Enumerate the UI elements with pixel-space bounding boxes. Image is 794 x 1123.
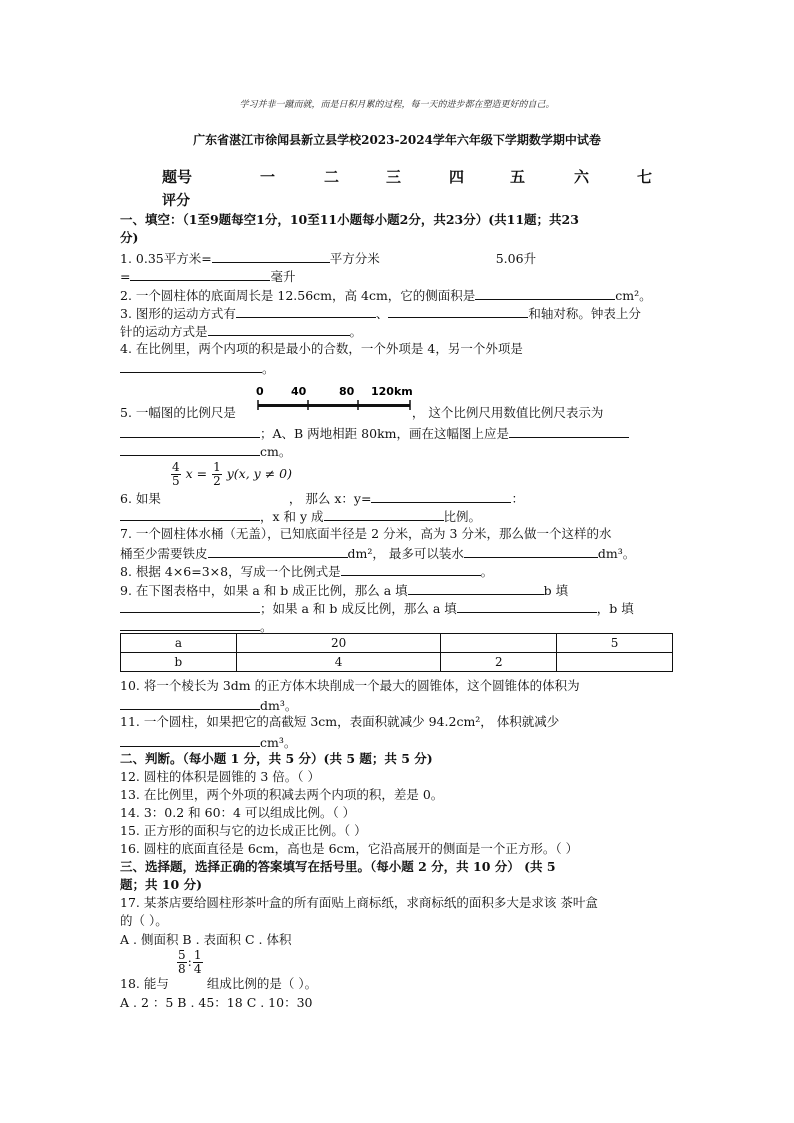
answer-blank[interactable] — [120, 358, 262, 373]
table-cell: 20 — [236, 634, 441, 653]
question-9-cont: ；如果 a 和 b 成反比例，那么 a 填 ，b 填 — [120, 598, 634, 618]
table-cell: b — [121, 653, 237, 672]
question-6-equation: $\frac{4}{5}$ x = $\frac{1}{2}$ y(x, y ≠ 0) — [172, 460, 292, 488]
question-3: 3. 图形的运动方式有 、 和轴对称。钟表上分 — [120, 303, 641, 323]
answer-blank[interactable] — [388, 303, 528, 318]
scale-label-80: 80 — [339, 385, 355, 398]
table-cell: 2 — [441, 653, 557, 672]
question-17-cont: 的（ ）。 — [120, 913, 168, 928]
answer-blank[interactable] — [208, 543, 348, 558]
ab-table — [120, 633, 673, 672]
answer-blank[interactable] — [208, 321, 350, 336]
answer-blank[interactable] — [341, 561, 481, 576]
answer-blank[interactable] — [120, 441, 260, 456]
score-col-1: 一 — [260, 168, 276, 186]
fraction-4-5: $\frac{4}{5}$ — [172, 460, 180, 488]
question-5: 5. 一幅图的比例尺是 ， 这个比例尺用数值比例尺表示为 — [120, 405, 604, 420]
table-cell: 4 — [236, 653, 441, 672]
score-label-number: 题号 — [162, 168, 193, 186]
table-cell: a — [121, 634, 237, 653]
question-4: 4. 在比例里，两个内项的积是最小的合数，一个外项是 4，另一个外项是 — [120, 341, 523, 356]
answer-blank[interactable] — [120, 695, 260, 710]
fraction-1-2: $\frac{1}{2}$ — [213, 460, 221, 488]
score-col-6: 六 — [574, 168, 590, 186]
question-5-cont2: cm。 — [120, 441, 291, 461]
section3-heading: 三、选择题，选择正确的答案填写在括号里。（每小题 2 分，共 10 分） (共 5 — [120, 859, 556, 874]
exam-title: 广东省湛江市徐闻县新立县学校2023-2024学年六年级下学期数学期中试卷 — [193, 133, 601, 147]
question-16: 16. 圆柱的底面直径是 6cm，高也是 6cm，它沿高展开的侧面是一个正方形。（ ） — [120, 841, 579, 856]
answer-blank[interactable] — [130, 266, 270, 281]
score-label-score: 评分 — [162, 193, 190, 209]
answer-blank[interactable] — [509, 423, 629, 438]
answer-blank[interactable] — [408, 580, 544, 595]
question-7: 7. 一个圆柱体水桶（无盖），已知底面半径是 2 分米，高为 3 分米，那么做一个这样的水 — [120, 526, 612, 541]
table-row — [121, 634, 673, 653]
answer-blank[interactable] — [120, 598, 260, 613]
motto: 学习并非一蹴而就，而是日积月累的过程，每一天的进步都在塑造更好的自己。 — [239, 100, 555, 110]
question-6-cont: ，x 和 y 成 比例。 — [120, 506, 481, 526]
table-cell[interactable] — [441, 634, 557, 653]
section3-heading-cont: 题；共 10 分) — [120, 877, 203, 892]
score-col-2: 二 — [324, 168, 340, 186]
table-cell: 5 — [557, 634, 673, 653]
question-18: 18. 能与 组成比例的是（ ）。 — [120, 976, 318, 991]
question-9-cont2: 。 — [120, 616, 273, 636]
score-col-7: 七 — [637, 168, 653, 186]
scale-label-40: 40 — [291, 385, 307, 398]
question-18-ratio: $\frac{5}{8}$ : $\frac{1}{4}$ — [178, 948, 202, 976]
score-col-3: 三 — [386, 168, 402, 186]
question-3-cont: 针的运动方式是 。 — [120, 321, 362, 341]
score-col-4: 四 — [449, 168, 465, 186]
question-18-options: A . 2 ：5 B . 45：18 C . 10：30 — [120, 995, 313, 1010]
question-11-cont: cm³。 — [120, 732, 296, 752]
answer-blank[interactable] — [371, 488, 511, 503]
answer-blank[interactable] — [120, 506, 260, 521]
answer-blank[interactable] — [120, 423, 260, 438]
answer-blank[interactable] — [464, 543, 598, 558]
question-15: 15. 正方形的面积与它的边长成正比例。（ ） — [120, 823, 367, 838]
fraction-1-4: $\frac{1}{4}$ — [193, 948, 202, 976]
question-2: 2. 一个圆柱体的底面周长是 12.56cm，高 4cm，它的侧面积是 cm²。 — [120, 285, 652, 305]
answer-blank[interactable] — [212, 248, 330, 263]
question-17: 17. 某茶店要给圆柱形茶叶盒的所有面贴上商标纸，求商标纸的面积多大是求该 茶叶盒 — [120, 895, 598, 910]
scale-label-120km: 120km — [371, 385, 413, 398]
answer-blank[interactable] — [120, 732, 260, 747]
score-col-5: 五 — [510, 168, 526, 186]
question-10: 10. 将一个棱长为 3dm 的正方体木块削成一个最大的圆锥体，这个圆锥体的体积为 — [120, 678, 580, 693]
question-12: 12. 圆柱的体积是圆锥的 3 倍。（ ） — [120, 769, 320, 784]
table-cell[interactable] — [557, 653, 673, 672]
question-11: 11. 一个圆柱，如果把它的高截短 3cm，表面积就减少 94.2cm²， 体积就减少 — [120, 714, 560, 729]
question-14: 14. 3：0.2 和 60：4 可以组成比例。（ ） — [120, 805, 356, 820]
question-8: 8. 根据 4×6=3×8，写成一个比例式是 。 — [120, 561, 493, 581]
question-1: 1. 0.35平方米= 平方分米 5.06升 — [120, 248, 536, 268]
score-table-header — [162, 166, 682, 188]
section2-heading: 二、判断。（每小题 1 分，共 5 分）(共 5 题；共 5 分) — [120, 751, 433, 766]
question-1-cont: = 毫升 — [120, 266, 296, 286]
answer-blank[interactable] — [120, 616, 260, 631]
answer-blank[interactable] — [324, 506, 444, 521]
fraction-5-8: $\frac{5}{8}$ — [178, 948, 186, 976]
section1-heading-cont: 分) — [120, 230, 139, 245]
scale-label-0: 0 — [256, 385, 264, 398]
question-17-options: A . 侧面积 B . 表面积 C . 体积 — [120, 932, 292, 947]
question-9: 9. 在下图表格中，如果 a 和 b 成正比例，那么 a 填 b 填 — [120, 580, 568, 600]
answer-blank[interactable] — [457, 598, 597, 613]
question-7-cont: 桶至少需要铁皮 dm²， 最多可以装水 dm³。 — [120, 543, 635, 563]
question-10-cont: dm³。 — [120, 695, 297, 715]
question-5-cont: ；A、B 两地相距 80km，画在这幅图上应是 — [120, 423, 629, 443]
answer-blank[interactable] — [236, 303, 376, 318]
question-6: 6. 如果 ， 那么 x：y= ： — [120, 488, 524, 508]
question-13: 13. 在比例里，两个外项的积减去两个内项的积，差是 0。 — [120, 787, 444, 802]
answer-blank[interactable] — [475, 285, 615, 300]
section1-heading: 一、填空：（1至9题每空1分，10至11小题每小题2分，共23分）(共11题；共23 — [120, 212, 579, 227]
table-row — [121, 653, 673, 672]
question-4-cont: 。 — [120, 358, 275, 378]
